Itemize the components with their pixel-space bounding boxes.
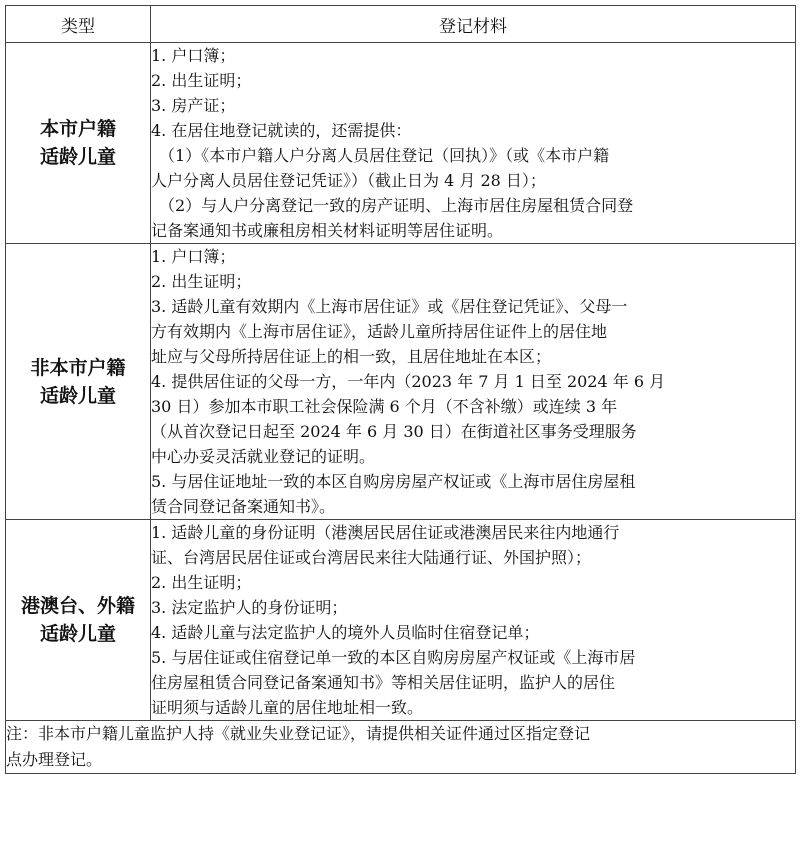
- type-cell: [6, 244, 151, 520]
- material-item-cont: 中心办妥灵活就业登记的证明。: [151, 447, 376, 466]
- type-label-line: 非本市户籍: [30, 356, 126, 379]
- material-item: 2. 出生证明；: [151, 71, 252, 90]
- type-label-line: 港澳台、外籍: [20, 595, 135, 617]
- material-item-cont: 住房屋租赁合同登记备案通知书》等相关居住证明，监护人的居住: [151, 673, 616, 692]
- type-label-line: 适龄儿童: [39, 384, 116, 407]
- material-subitem-cont: 记备案通知书或廉租房相关材料证明等居住证明。: [151, 221, 504, 240]
- materials-cell: [151, 244, 796, 520]
- registration-materials-table: [5, 5, 796, 774]
- material-subitem: （1）《本市户籍人户分离人员居住登记（回执）》（或《本市户籍: [159, 146, 610, 165]
- material-item: 4. 在居住地登记就读的，还需提供：: [151, 121, 412, 140]
- type-cell: [6, 520, 151, 721]
- material-item-cont: 30 日）参加本市职工社会保险满 6 个月（不含补缴）或连续 3 年: [151, 397, 618, 416]
- header-type: 类型: [6, 6, 151, 43]
- material-item: 2. 出生证明；: [151, 272, 252, 291]
- material-item: 1. 户口簿；: [151, 46, 236, 65]
- material-item-cont: （从首次登记日起至 2024 年 6 月 30 日）在街道社区事务受理服务: [151, 422, 637, 441]
- material-item: 5. 与居住证或住宿登记单一致的本区自购房房屋产权证或《上海市居: [151, 648, 636, 667]
- note-line: 点办理登记。: [6, 750, 103, 769]
- materials-cell: [151, 520, 796, 721]
- material-item: 3. 适龄儿童有效期内《上海市居住证》或《居住登记凭证》、父母一: [151, 297, 628, 316]
- material-item: 4. 提供居住证的父母一方，一年内（2023 年 7 月 1 日至 2024 年 6 月: [151, 372, 666, 391]
- table-row-hk-macau-taiwan-foreign: [6, 520, 796, 721]
- type-label-line: 适龄儿童: [39, 623, 116, 645]
- materials-cell: [151, 43, 796, 244]
- material-item-cont: 证明须与适龄儿童的居住地址相一致。: [151, 698, 424, 717]
- table-row-local-hukou: [6, 43, 796, 244]
- type-cell: [6, 43, 151, 244]
- material-item-cont: 方有效期内《上海市居住证》，适龄儿童所持居住证件上的居住地: [151, 322, 608, 341]
- material-item-cont: 址应与父母所持居住证上的相一致，且居住地址在本区；: [151, 347, 552, 366]
- note-cell: [6, 721, 796, 774]
- material-subitem-cont: 人户分离人员居住登记凭证》）（截止日为 4 月 28 日）；: [151, 171, 546, 190]
- material-item: 1. 户口簿；: [151, 247, 236, 266]
- material-item: 5. 与居住证地址一致的本区自购房房屋产权证或《上海市居住房屋租: [151, 472, 636, 491]
- material-item-cont: 赁合同登记备案通知书》。: [151, 497, 336, 516]
- type-label-line: 本市户籍: [39, 118, 116, 140]
- note-line: 注：非本市户籍儿童监护人持《就业失业登记证》，请提供相关证件通过区指定登记: [6, 724, 591, 743]
- material-item-cont: 证、台湾居民居住证或台湾居民来往大陆通行证、外国护照）；: [151, 548, 592, 567]
- material-item: 4. 适龄儿童与法定监护人的境外人员临时住宿登记单；: [151, 623, 540, 642]
- header-materials: 登记材料: [151, 6, 796, 43]
- material-item: 3. 法定监护人的身份证明；: [151, 598, 348, 617]
- type-label-line: 适龄儿童: [39, 146, 116, 168]
- table-note-row: [6, 721, 796, 774]
- table-row-nonlocal-hukou: [6, 244, 796, 520]
- material-item: 3. 房产证；: [151, 96, 236, 115]
- material-item: 2. 出生证明；: [151, 573, 252, 592]
- material-subitem: （2）与人户分离登记一致的房产证明、上海市居住房屋租赁合同登: [159, 196, 634, 215]
- table-header-row: [6, 6, 796, 43]
- material-item: 1. 适龄儿童的身份证明（港澳居民居住证或港澳居民来往内地通行: [151, 523, 620, 542]
